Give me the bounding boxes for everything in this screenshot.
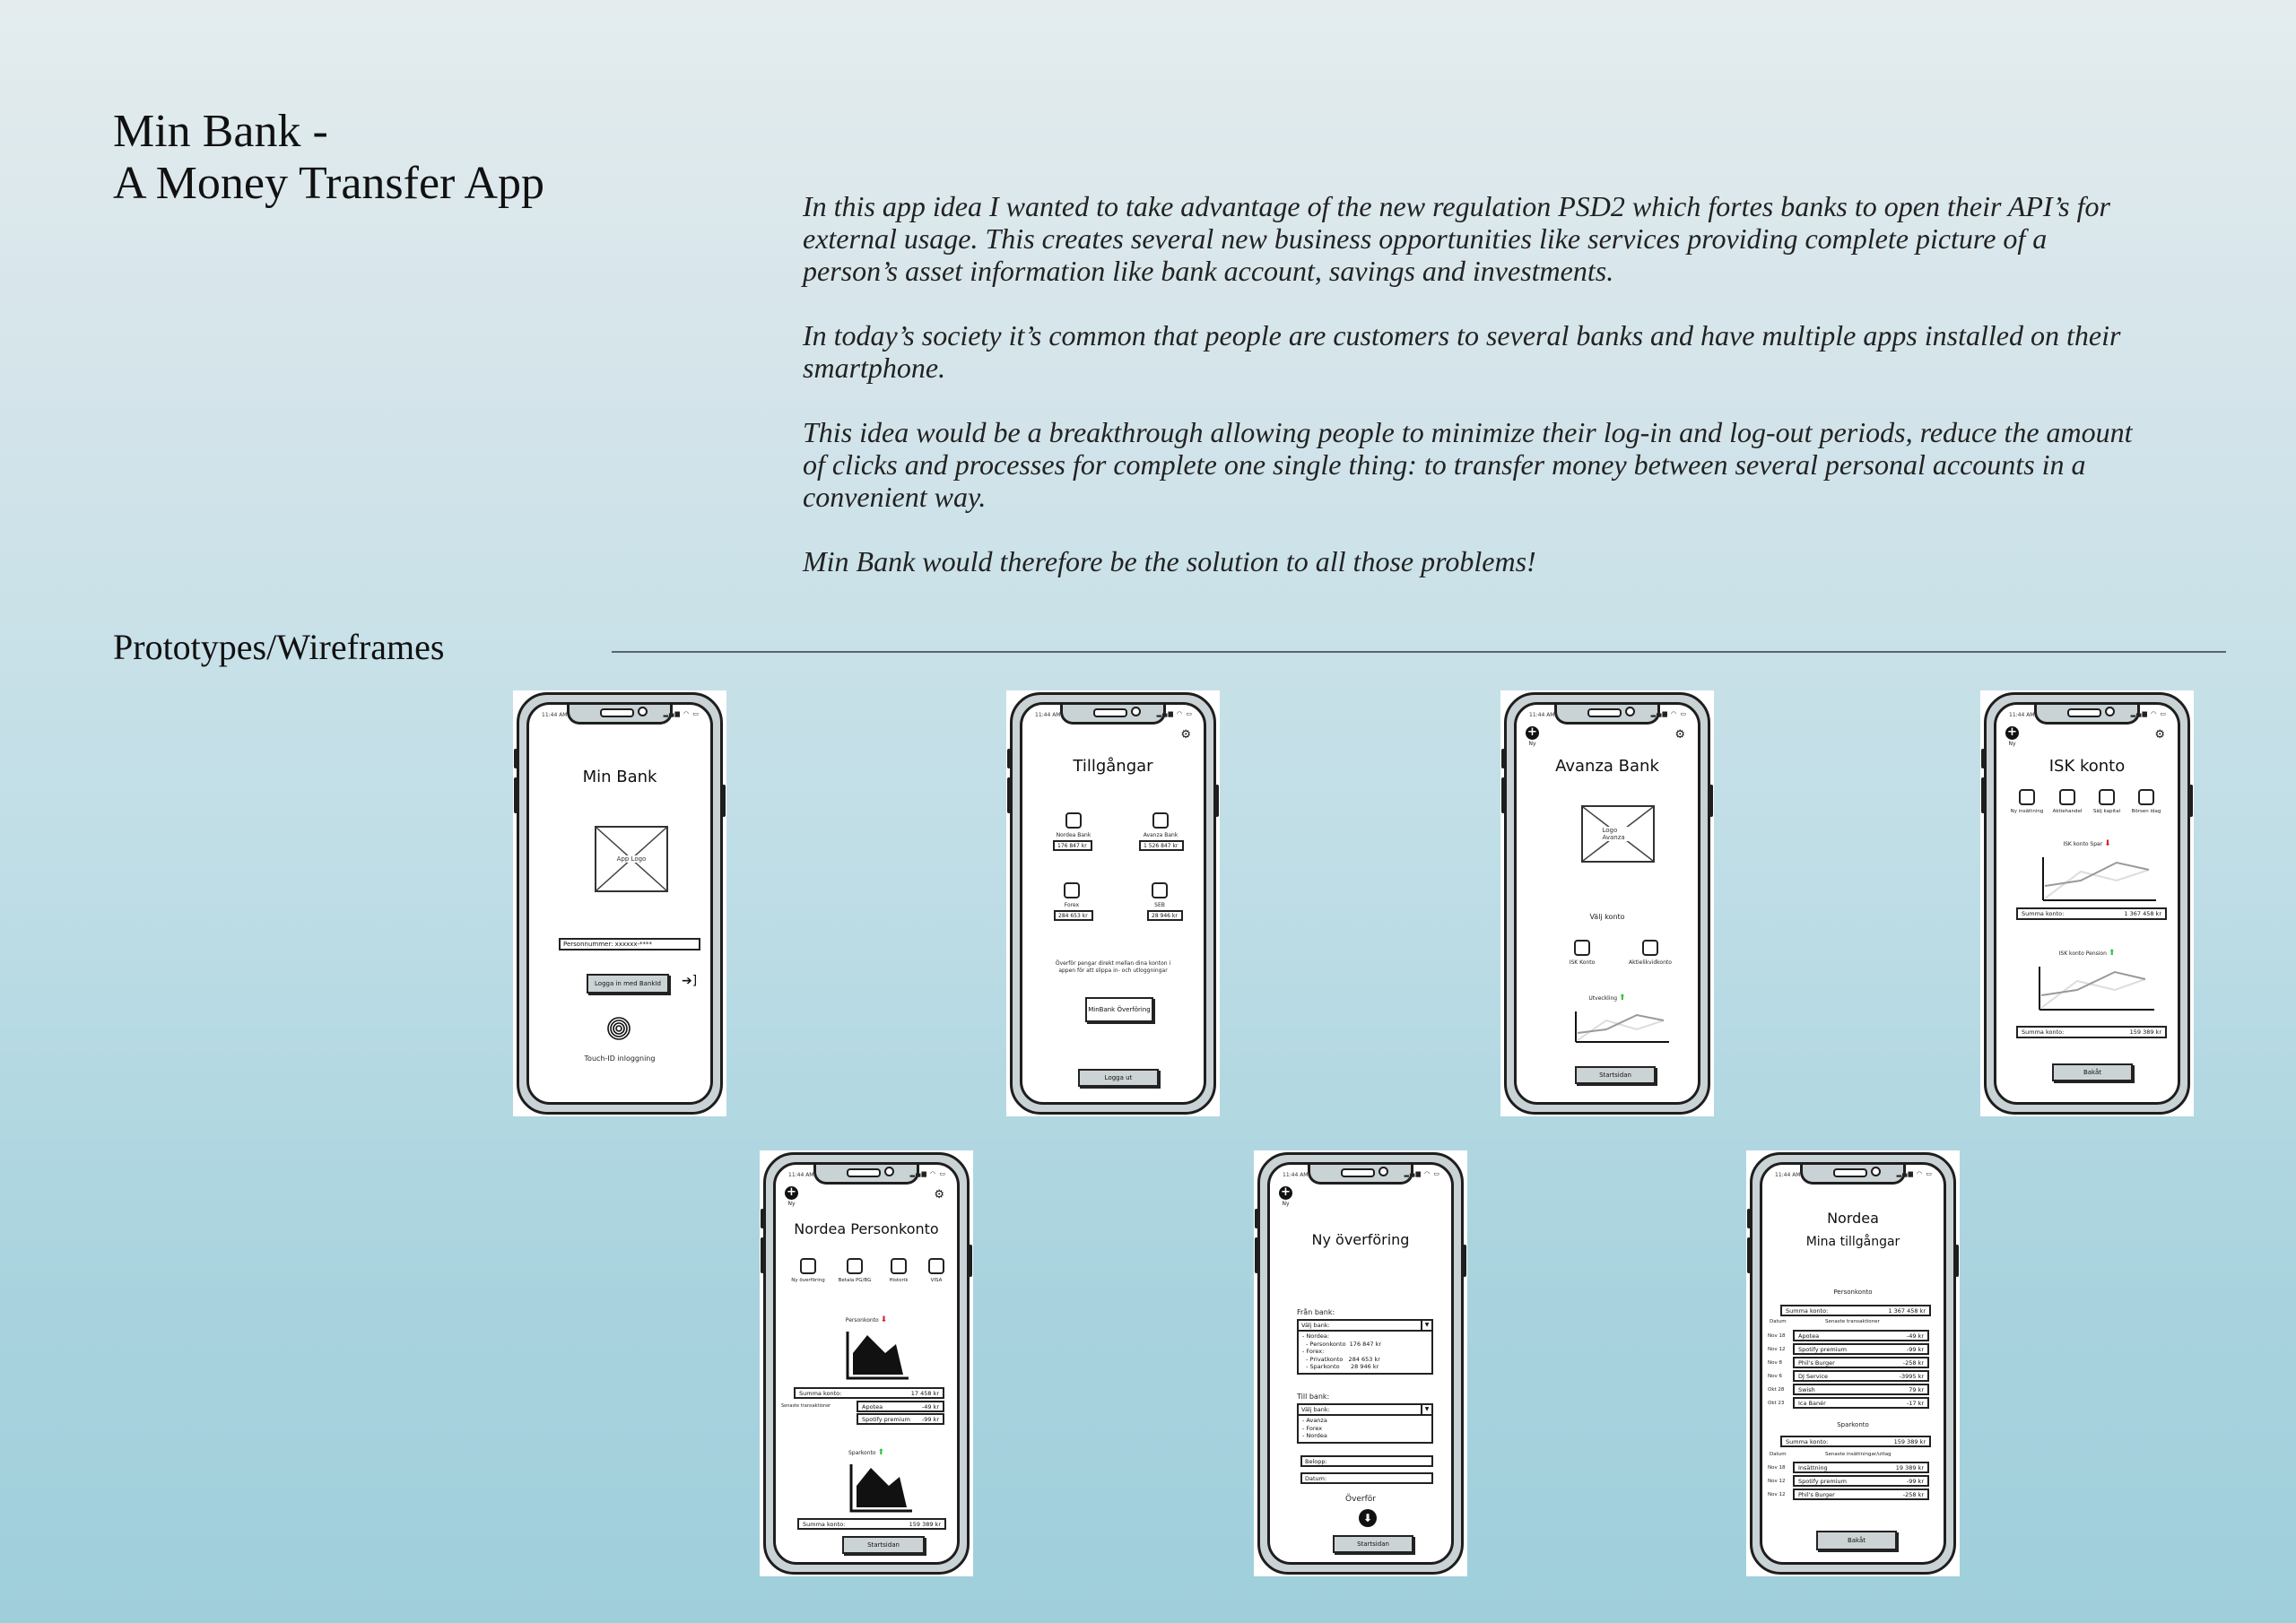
account-title [1996, 949, 2178, 958]
wireframe-login [513, 690, 726, 1116]
account-title [776, 1315, 957, 1324]
speaker [1341, 1168, 1375, 1177]
avanza-logo-placeholder [1581, 805, 1655, 863]
section-divider [612, 651, 2226, 653]
new-button[interactable] [785, 1186, 798, 1207]
select-placeholder: Välj bank: [1301, 1322, 1330, 1329]
transaction-amount: -258 kr [1902, 1358, 1924, 1367]
side-button [1007, 749, 1011, 768]
phone-screen [1020, 702, 1206, 1105]
status-icons: ▂▄▆ ◠ ▭ [909, 1170, 946, 1177]
transaction-name: Ica Banér [1798, 1399, 1826, 1407]
transaction-amount: -99 kr [1906, 1345, 1924, 1353]
transaction-amount: 79 kr [1909, 1385, 1924, 1393]
transaction-row[interactable] [1793, 1488, 1929, 1500]
transaction-amount: -49 kr [1906, 1332, 1924, 1340]
status-icons: ▂▄▆ ◠ ▭ [1156, 710, 1193, 717]
new-label: Ny [787, 1201, 796, 1207]
page-title [113, 106, 544, 210]
from-options-list [1299, 1332, 1431, 1373]
transaction-row[interactable] [857, 1401, 944, 1412]
to-bank-label: Till bank: [1297, 1393, 1330, 1401]
back-button[interactable]: Bakåt [1816, 1531, 1897, 1550]
transaction-date: Nov 18 [1768, 1333, 1786, 1339]
title-line-2: A Money Transfer App [113, 158, 545, 209]
action-tile[interactable] [928, 1258, 944, 1274]
transaction-row[interactable] [1793, 1370, 1929, 1382]
dropdown-option[interactable]: - Forex: [1302, 1348, 1325, 1355]
status-icons: ▂▄▆ ◠ ▭ [1650, 710, 1687, 717]
sum-row [1780, 1305, 1931, 1316]
bank-name: Forex [1064, 902, 1080, 908]
logo-caption: Logo Avanza [1601, 827, 1636, 841]
transaction-row[interactable] [1793, 1397, 1929, 1409]
side-button [514, 749, 517, 768]
status-icons: ▂▄▆ ◠ ▭ [663, 710, 700, 717]
sum-value: 159 389 kr [909, 1520, 941, 1528]
personnummer-input[interactable]: Personnummer: xxxxxx-**** [559, 938, 700, 950]
transaction-name: Spotify premium [862, 1415, 910, 1423]
transaction-name: Spotify premium [1798, 1477, 1847, 1485]
transaction-amount: -99 kr [1906, 1477, 1924, 1485]
transaction-row[interactable] [1793, 1343, 1929, 1355]
sum-value: 1 367 458 kr [1888, 1306, 1926, 1315]
wireframe-new-transfer [1254, 1150, 1467, 1576]
status-time: 11:44 AM [1283, 1172, 1309, 1178]
side-button [1501, 777, 1505, 813]
recent-label: Senaste transaktioner [781, 1403, 831, 1409]
side-button [1981, 777, 1985, 813]
new-button[interactable] [1279, 1186, 1292, 1207]
new-button[interactable] [1526, 726, 1539, 747]
dropdown-option[interactable]: - Nordea: [1302, 1332, 1330, 1340]
bankid-login-button[interactable]: Logga in med BankId [587, 974, 669, 994]
phone-frame [763, 1152, 970, 1575]
action-label: Börsen idag [2131, 809, 2161, 814]
sparkonto-area-chart [849, 1462, 914, 1513]
title-line-1: Min Bank - [113, 106, 328, 157]
speaker [1093, 708, 1127, 717]
side-button [1007, 777, 1011, 813]
info-text-line-1: Överför pengar direkt mellan dina konton i [1055, 960, 1171, 967]
camera [1625, 707, 1635, 716]
side-button [1501, 749, 1505, 768]
wireframe-isk [1980, 690, 2194, 1116]
transaction-name: Apotea [862, 1402, 883, 1410]
dropdown-option[interactable]: - Sparkonto 28 946 kr [1302, 1363, 1379, 1370]
touch-id-label: Touch-ID inloggning [584, 1055, 656, 1063]
date-input[interactable]: Datum: [1300, 1472, 1433, 1484]
logo-caption: App Logo [616, 855, 647, 863]
gear-icon[interactable]: ⚙ [934, 1188, 944, 1202]
select-head[interactable] [1299, 1405, 1431, 1416]
wireframe-nordea-personkonto [760, 1150, 973, 1576]
phone-notch [1554, 702, 1660, 725]
status-time: 11:44 AM [542, 712, 568, 718]
dropdown-option[interactable]: - Forex [1302, 1424, 1323, 1432]
sum-label: Summa konto: [2022, 910, 2065, 917]
speaker [1833, 1168, 1867, 1177]
transaction-row[interactable] [1793, 1357, 1929, 1368]
sum-row [797, 1518, 946, 1530]
status-time: 11:44 AM [2009, 712, 2035, 718]
side-button [514, 777, 517, 813]
action-tile[interactable] [2059, 789, 2075, 805]
sum-label: Summa konto: [1786, 1437, 1829, 1445]
area-shape [857, 1468, 907, 1507]
account-tile-isk[interactable] [1574, 940, 1590, 956]
screen-title: Tillgångar [1073, 757, 1153, 776]
transaction-date: Okt 23 [1768, 1401, 1785, 1406]
action-tile[interactable] [847, 1258, 863, 1274]
side-button [1709, 785, 1713, 817]
sum-value: 1 367 458 kr [2124, 910, 2161, 917]
arrow-up-icon: ⬆ [1619, 994, 1626, 1002]
sign-in-icon[interactable]: ➔] [682, 974, 698, 988]
transaction-date: Nov 12 [1768, 1347, 1786, 1352]
transaction-name: Insättning [1798, 1463, 1828, 1471]
account-name: ISK konto Pension [2058, 950, 2107, 957]
transaction-date: Nov 8 [1768, 1360, 1782, 1366]
account-name: ISK Konto [1569, 959, 1596, 966]
phone-notch [1308, 1162, 1413, 1185]
wireframe-avanza [1500, 690, 1714, 1116]
transaction-row[interactable] [1793, 1330, 1929, 1341]
camera [638, 707, 648, 716]
arrow-up-icon: ⬆ [2108, 949, 2116, 958]
status-icons: ▂▄▆ ◠ ▭ [2130, 710, 2167, 717]
transaction-date: Nov 6 [1768, 1374, 1782, 1379]
transaction-date: Nov 18 [1768, 1465, 1786, 1471]
from-bank-label: Från bank: [1297, 1308, 1335, 1316]
from-bank-select[interactable] [1297, 1319, 1433, 1375]
speaker [1587, 708, 1622, 717]
sum-value: 17 458 kr [910, 1389, 939, 1397]
plus-circle-icon: + [1279, 1186, 1292, 1200]
side-button [1747, 1237, 1751, 1273]
account-name: ISK konto Spar [2063, 841, 2103, 847]
account-name: Sparkonto [848, 1450, 876, 1456]
action-label: Historik [889, 1278, 909, 1283]
trend-chart [1574, 1010, 1673, 1044]
bank-tile-nordea[interactable] [1065, 812, 1082, 829]
side-button [969, 1245, 972, 1277]
action-tile[interactable] [2138, 789, 2154, 805]
account-name: Sparkonto [1837, 1421, 1869, 1428]
sum-row [2016, 1026, 2167, 1038]
to-options-list [1299, 1416, 1431, 1442]
camera [1131, 707, 1141, 716]
camera [1378, 1167, 1388, 1176]
phone-frame [1257, 1152, 1464, 1575]
select-placeholder: Välj bank: [1301, 1406, 1330, 1413]
dropdown-option[interactable]: - Nordea [1302, 1432, 1327, 1439]
transaction-amount: -49 kr [921, 1402, 939, 1410]
bank-tile-avanza[interactable] [1152, 812, 1169, 829]
screen-title: Ny överföring [1311, 1231, 1410, 1248]
side-button [1955, 1245, 1959, 1277]
transaction-row[interactable] [1793, 1384, 1929, 1395]
wireframe-nordea-assets [1746, 1150, 1960, 1576]
screen-subtitle: Mina tillgångar [1805, 1235, 1900, 1249]
transaction-date: Nov 12 [1768, 1479, 1786, 1484]
phone-frame [1504, 692, 1710, 1115]
side-button [1215, 785, 1219, 817]
action-tile[interactable] [800, 1258, 816, 1274]
action-label: Aktiehandel [2052, 809, 2083, 814]
screen-title: ISK konto [2048, 757, 2126, 776]
bank-tile-seb[interactable] [1152, 882, 1168, 898]
side-button [722, 785, 726, 817]
phone-frame [1984, 692, 2190, 1115]
transaction-amount: -17 kr [1906, 1399, 1924, 1407]
transaction-row[interactable] [1793, 1475, 1929, 1487]
screen-title: Min Bank [582, 768, 657, 786]
select-head[interactable] [1299, 1321, 1431, 1332]
status-icons: ▂▄▆ ◠ ▭ [1896, 1170, 1933, 1177]
chevron-down-icon[interactable]: ▼ [1421, 1320, 1431, 1331]
personkonto-area-chart [846, 1330, 910, 1380]
plus-circle-icon: + [1526, 726, 1539, 740]
new-label: Ny [1282, 1201, 1290, 1207]
transaction-amount: -99 kr [921, 1415, 939, 1423]
status-time: 11:44 AM [1035, 712, 1061, 718]
app-logo-placeholder [595, 826, 668, 892]
bank-amount: 28 946 kr [1147, 910, 1183, 921]
phone-notch [1800, 1162, 1906, 1185]
dropdown-option[interactable]: - Privatkonto 284 653 kr [1302, 1355, 1380, 1363]
screen-title: Nordea Personkonto [794, 1220, 939, 1237]
home-button[interactable]: Startsidan [1575, 1066, 1656, 1084]
phone-notch [1060, 702, 1166, 725]
sum-value: 159 389 kr [2129, 1028, 2161, 1036]
phone-screen [1514, 702, 1700, 1105]
transaction-amount: -258 kr [1902, 1490, 1924, 1498]
side-button [761, 1237, 764, 1273]
phone-notch [813, 1162, 919, 1185]
dropdown-option[interactable]: - Personkonto 176 847 kr [1302, 1340, 1382, 1348]
screen-title: Nordea [1827, 1210, 1879, 1227]
transaction-name: Phil's Burger [1798, 1490, 1835, 1498]
speaker [847, 1168, 881, 1177]
sum-label: Summa konto: [803, 1520, 846, 1528]
trend-label [1517, 994, 1698, 1002]
trend-text: Utveckling [1588, 995, 1618, 1002]
intro-paragraph: This idea would be a breakthrough allowing people to minimize their log-in and log-out periods, reduce the amount of clicks and processes for complete one single thing: to transfer money between several personal accounts in a convenient way. [803, 416, 2133, 513]
side-button [1463, 1245, 1466, 1277]
bank-name: Avanza Bank [1143, 832, 1178, 838]
minbank-transfer-button[interactable]: MinBank Överföring [1085, 997, 1153, 1022]
intro-text [803, 190, 2148, 610]
plus-circle-icon: + [785, 1186, 798, 1200]
bank-amount: 1 526 847 kr [1139, 840, 1184, 851]
wireframe-assets [1006, 690, 1220, 1116]
new-button[interactable] [2005, 726, 2019, 747]
status-icons: ▂▄▆ ◠ ▭ [1404, 1170, 1440, 1177]
date-header: Datum [1770, 1319, 1787, 1324]
gear-icon[interactable]: ⚙ [2154, 728, 2165, 742]
action-label: Ny överföring [791, 1278, 825, 1283]
transaction-name: Apotea [1798, 1332, 1820, 1340]
action-tile[interactable] [2099, 789, 2115, 805]
sum-label: Summa konto: [799, 1389, 842, 1397]
sum-label: Summa konto: [1786, 1306, 1829, 1315]
sum-row [1780, 1436, 1931, 1447]
bank-amount: 176 847 kr [1053, 840, 1092, 851]
logout-button[interactable]: Logga ut [1078, 1069, 1159, 1087]
bank-name: Nordea Bank [1056, 832, 1091, 838]
action-label: Betala PG/BG [838, 1278, 872, 1283]
sum-row [2016, 907, 2167, 920]
intro-paragraph: In today’s society it’s common that people are customers to several banks and have multiple apps installed on their smartphone. [803, 319, 2121, 384]
back-button[interactable]: Bakåt [2052, 1063, 2133, 1081]
home-button[interactable]: Startsidan [842, 1536, 925, 1554]
recent-label: Senaste insättningar/uttag [1825, 1452, 1892, 1457]
camera [2105, 707, 2115, 716]
account-title [1996, 839, 2178, 848]
to-bank-select[interactable] [1297, 1403, 1433, 1444]
date-header: Datum [1770, 1452, 1787, 1457]
transaction-row[interactable] [1793, 1462, 1929, 1473]
side-button [1747, 1209, 1751, 1228]
phone-notch [2034, 702, 2140, 725]
bank-amount: 284 653 kr [1054, 910, 1093, 921]
area-shape [853, 1335, 903, 1375]
speaker [600, 708, 634, 717]
phone-frame [517, 692, 723, 1115]
transaction-row[interactable] [857, 1413, 944, 1425]
trend-line-dark [2041, 972, 2145, 995]
transaction-amount: -3995 kr [1899, 1372, 1924, 1380]
dropdown-option[interactable]: - Avanza [1302, 1417, 1327, 1424]
transaction-name: DJ Service [1798, 1372, 1829, 1380]
sum-value: 159 389 kr [1893, 1437, 1926, 1445]
phone-frame [1750, 1152, 1956, 1575]
speaker [2067, 708, 2101, 717]
choose-account-label: Välj konto [1589, 913, 1625, 921]
new-label: Ny [1528, 741, 1536, 747]
phone-screen [1760, 1162, 1946, 1565]
sum-row [794, 1387, 944, 1399]
transaction-amount: 19 389 kr [1895, 1463, 1924, 1471]
phone-notch [567, 702, 673, 725]
section-title: Prototypes/Wireframes [113, 627, 445, 667]
chevron-down-icon[interactable]: ▼ [1421, 1404, 1431, 1415]
transaction-date: Okt 28 [1768, 1387, 1785, 1393]
side-button [761, 1209, 764, 1228]
status-time: 11:44 AM [1775, 1172, 1801, 1178]
arrow-down-icon: ⬇ [2104, 839, 2111, 848]
plus-circle-icon: + [2005, 726, 2019, 740]
fingerprint-icon[interactable] [605, 1015, 632, 1042]
phone-frame [1010, 692, 1216, 1115]
transaction-date: Nov 12 [1768, 1492, 1786, 1497]
transaction-name: Swish [1798, 1385, 1815, 1393]
new-label: Ny [2008, 741, 2016, 747]
intro-paragraph: Min Bank would therefore be the solution to all those problems! [803, 545, 1536, 577]
transfer-label: Överför [1344, 1495, 1377, 1504]
spar-chart [2041, 855, 2158, 902]
gear-icon[interactable]: ⚙ [1180, 728, 1191, 742]
phone-screen [1994, 702, 2180, 1105]
intro-paragraph: In this app idea I wanted to take advantage of the new regulation PSD2 which fortes banks to open their API’s for external usage. This creates several new business opportunities like services providing complete picture of a person’s asset information like bank account, savings and investments. [803, 190, 2110, 287]
recent-label: Senaste transaktioner [1825, 1319, 1880, 1324]
transaction-name: Spotify premium [1798, 1345, 1847, 1353]
transaction-name: Phil's Burger [1798, 1358, 1835, 1367]
status-time: 11:44 AM [1529, 712, 1555, 718]
account-name: Personkonto [1833, 1289, 1873, 1296]
action-label: Sälj kapital [2092, 809, 2121, 814]
gear-icon[interactable]: ⚙ [1674, 728, 1685, 742]
side-button [1255, 1237, 1258, 1273]
action-tile[interactable] [2019, 789, 2035, 805]
action-label: Ny insättning [2010, 809, 2044, 814]
action-tile[interactable] [891, 1258, 907, 1274]
side-button [2189, 785, 2193, 817]
info-text-line-2: appen för att slippa in- och utloggningar [1058, 968, 1168, 974]
account-name: Aktielikvidkonto [1629, 959, 1672, 966]
pension-chart [2038, 965, 2156, 1011]
arrow-up-icon: ⬆ [877, 1448, 884, 1457]
account-tile-aktielikvid[interactable] [1642, 940, 1658, 956]
camera [1871, 1167, 1881, 1176]
bank-name: SEB [1154, 902, 1165, 908]
phone-screen [526, 702, 713, 1105]
side-button [1981, 749, 1985, 768]
bank-tile-forex[interactable] [1064, 882, 1080, 898]
arrow-down-icon: ⬇ [880, 1315, 888, 1324]
screen-title: Avanza Bank [1555, 757, 1659, 776]
side-button [1255, 1209, 1258, 1228]
phone-screen [1267, 1162, 1454, 1565]
camera [884, 1167, 894, 1176]
arrow-down-circle-icon[interactable]: ⬇ [1359, 1509, 1377, 1527]
account-title [776, 1448, 957, 1457]
phone-screen [773, 1162, 960, 1565]
action-label: VISA [930, 1278, 943, 1283]
sum-label: Summa konto: [2022, 1028, 2065, 1036]
status-time: 11:44 AM [788, 1172, 814, 1178]
amount-input[interactable]: Belopp: [1300, 1455, 1433, 1467]
home-button[interactable]: Startsidan [1333, 1535, 1413, 1553]
account-name: Personkonto [845, 1317, 879, 1324]
